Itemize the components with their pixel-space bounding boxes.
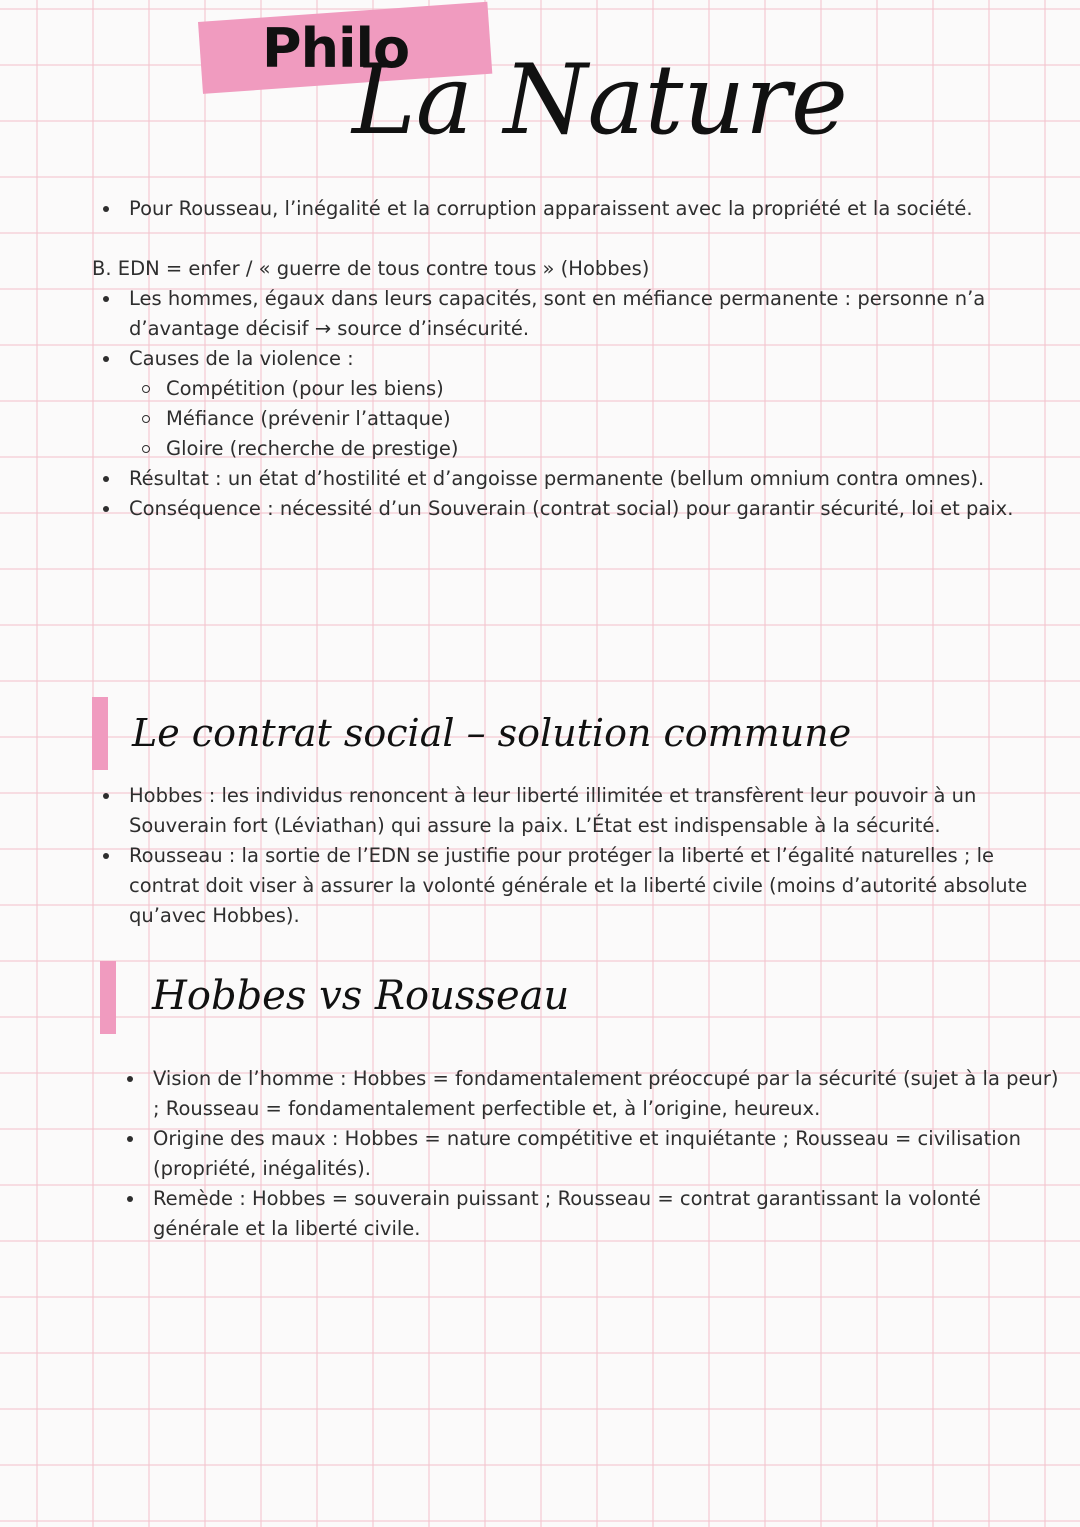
contrat-social-title: Le contrat social – solution commune <box>132 711 852 755</box>
comparison-title: Hobbes vs Rousseau <box>152 973 570 1019</box>
section-marker <box>92 697 108 770</box>
list-item: Conséquence : nécessité d’un Souverain (contrat social) pour garantir sécurité, loi et paix. <box>92 494 1022 524</box>
sub-list-item: Gloire (recherche de prestige) <box>129 434 1022 464</box>
page-title: La Nature <box>352 44 848 156</box>
contrat-social-block <box>92 781 1037 931</box>
comparison-block <box>116 1064 1061 1244</box>
section-marker <box>100 961 116 1034</box>
sub-list-item: Compétition (pour les biens) <box>129 374 1022 404</box>
list-item: Les hommes, égaux dans leurs capacités, sont en méfiance permanente : personne n’a d’avantage décisif → source d’insécurité. <box>92 284 1022 344</box>
section-b-heading: B. EDN = enfer / « guerre de tous contre tous » (Hobbes) <box>92 257 650 280</box>
subject-badge: Philo <box>262 17 410 80</box>
causes-list <box>129 374 1022 464</box>
sub-list-item: Méfiance (prévenir l’attaque) <box>129 404 1022 434</box>
intro-bullet: Pour Rousseau, l’inégalité et la corruption apparaissent avec la propriété et la société. <box>92 194 1052 224</box>
list-item: Vision de l’homme : Hobbes = fondamentalement préoccupé par la sécurité (sujet à la peur) ; Rousseau = fondamentalement perfectible et, à l’origine, heureux. <box>116 1064 1061 1124</box>
intro-block <box>92 194 1052 224</box>
list-item: Origine des maux : Hobbes = nature compétitive et inquiétante ; Rousseau = civilisation (propriété, inégalités). <box>116 1124 1061 1184</box>
hobbes-block <box>92 254 1022 524</box>
list-item <box>92 344 1022 464</box>
list-item: Rousseau : la sortie de l’EDN se justifie pour protéger la liberté et l’égalité naturelles ; le contrat doit viser à assurer la volonté générale et la liberté civile (moins d’autorité absolute qu’avec Hobbes). <box>92 841 1037 931</box>
causes-label: Causes de la violence : <box>129 347 354 370</box>
list-item: Remède : Hobbes = souverain puissant ; Rousseau = contrat garantissant la volonté générale et la liberté civile. <box>116 1184 1061 1244</box>
list-item: Hobbes : les individus renoncent à leur liberté illimitée et transfèrent leur pouvoir à un Souverain fort (Léviathan) qui assure la paix. L’État est indispensable à la sécurité. <box>92 781 1037 841</box>
list-item: Résultat : un état d’hostilité et d’angoisse permanente (bellum omnium contra omnes). <box>92 464 1022 494</box>
